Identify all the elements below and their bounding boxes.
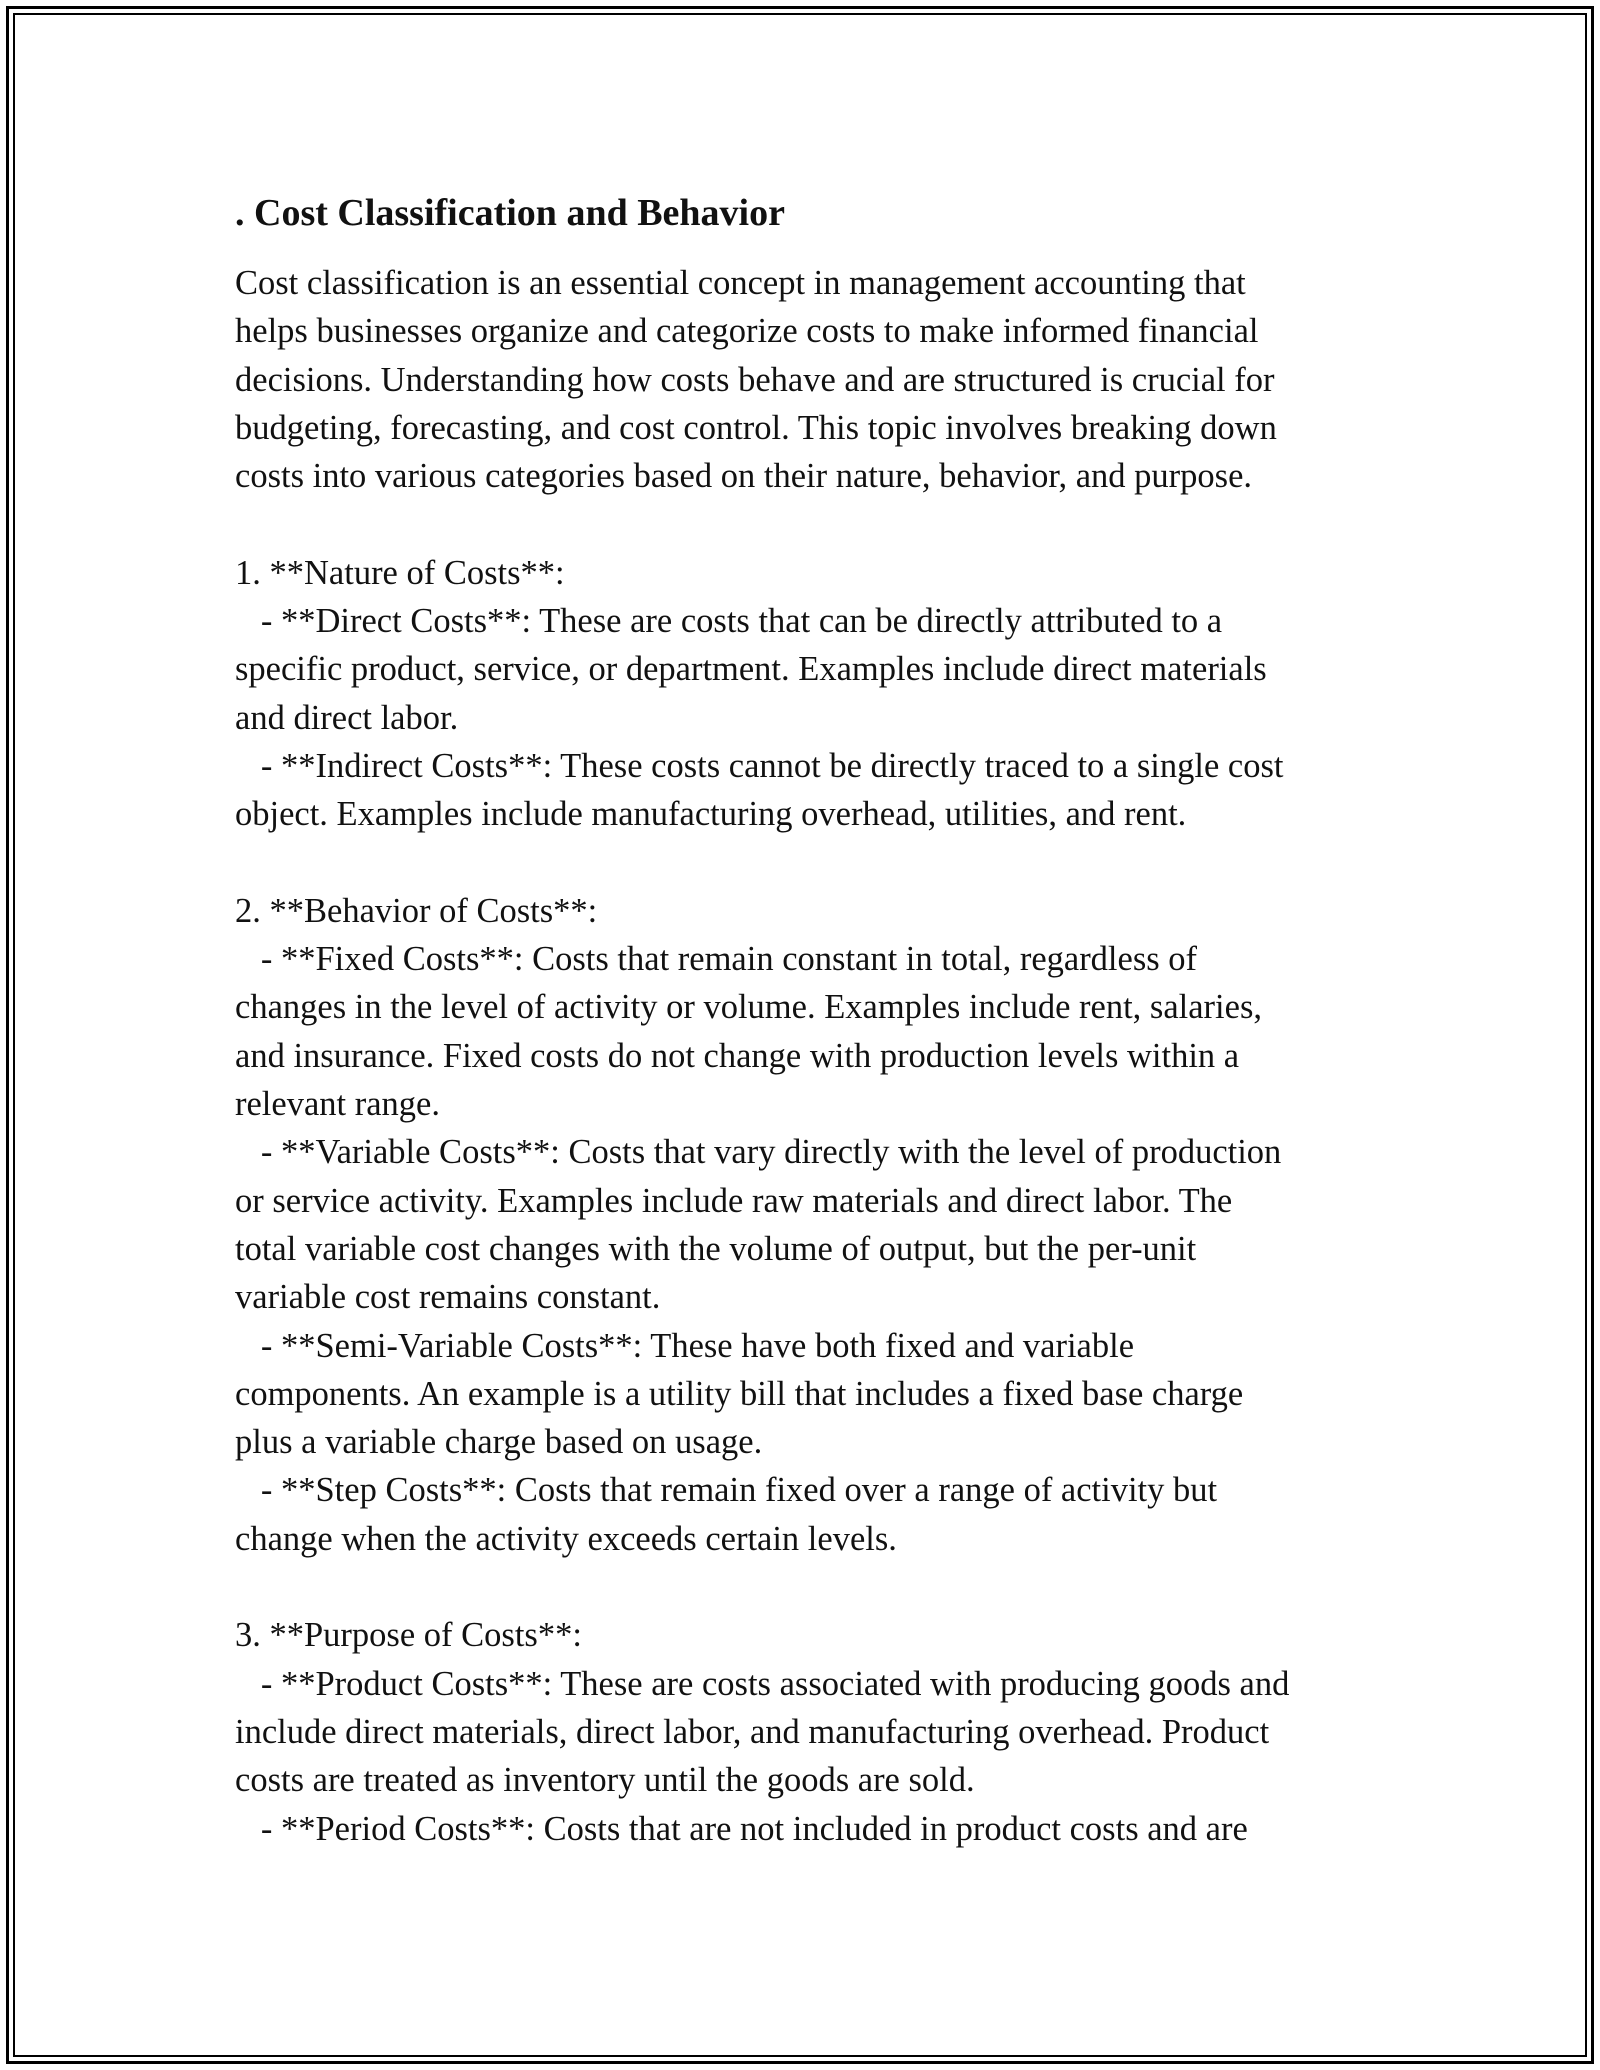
text-line: specific product, service, or department. Examples include direct materials bbox=[235, 650, 1267, 689]
text-line: total variable cost changes with the volume of output, but the per-unit bbox=[235, 1229, 1197, 1268]
text-line: Cost classification is an essential concept in management accounting that bbox=[235, 264, 1246, 302]
text-line: - **Product Costs**: These are costs associated with producing goods and bbox=[235, 1664, 1290, 1703]
text-line: budgeting, forecasting, and cost control. This topic involves breaking down bbox=[235, 408, 1277, 447]
document-title: . Cost Classification and Behavior bbox=[235, 192, 785, 234]
text-line: include direct materials, direct labor, and manufacturing overhead. Product bbox=[235, 1712, 1270, 1751]
section-purpose-of-costs bbox=[235, 1611, 1370, 1852]
text-line: relevant range. bbox=[235, 1085, 440, 1124]
text-line: - **Variable Costs**: Costs that vary directly with the level of production bbox=[235, 1133, 1282, 1172]
blank-line bbox=[235, 500, 1370, 548]
text-line: helps businesses organize and categorize costs to make informed financial bbox=[235, 312, 1259, 351]
blank-line bbox=[235, 1563, 1370, 1611]
text-line: plus a variable charge based on usage. bbox=[235, 1423, 763, 1462]
text-line: variable cost remains constant. bbox=[235, 1278, 661, 1317]
text-line: change when the activity exceeds certain levels. bbox=[235, 1519, 897, 1558]
text-line: decisions. Understanding how costs behave and are structured is crucial for bbox=[235, 360, 1275, 399]
text-line: and insurance. Fixed costs do not change with production levels within a bbox=[235, 1036, 1240, 1075]
section-behavior-of-costs bbox=[235, 887, 1370, 1563]
text-line: object. Examples include manufacturing overhead, utilities, and rent. bbox=[235, 795, 1187, 834]
text-line: and direct labor. bbox=[235, 698, 459, 737]
text-line: or service activity. Examples include raw materials and direct labor. The bbox=[235, 1181, 1233, 1220]
text-line: costs are treated as inventory until the goods are sold. bbox=[235, 1761, 975, 1800]
blank-line bbox=[235, 839, 1370, 887]
section-nature-of-costs bbox=[235, 549, 1370, 839]
section-heading: 2. **Behavior of Costs**: bbox=[235, 891, 598, 930]
text-line: - **Direct Costs**: These are costs that can be directly attributed to a bbox=[235, 602, 1223, 641]
section-heading: 1. **Nature of Costs**: bbox=[235, 553, 565, 592]
text-line: - **Fixed Costs**: Costs that remain constant in total, regardless of bbox=[235, 940, 1198, 979]
text-line: - **Period Costs**: Costs that are not included in product costs and are bbox=[235, 1809, 1248, 1848]
intro-paragraph bbox=[235, 259, 1370, 500]
text-line: - **Indirect Costs**: These costs cannot be directly traced to a single cost bbox=[235, 746, 1284, 785]
section-heading: 3. **Purpose of Costs**: bbox=[235, 1616, 582, 1655]
text-line: changes in the level of activity or volume. Examples include rent, salaries, bbox=[235, 988, 1262, 1027]
text-line: - **Semi-Variable Costs**: These have both fixed and variable bbox=[235, 1326, 1135, 1365]
text-line: costs into various categories based on their nature, behavior, and purpose. bbox=[235, 457, 1253, 496]
text-line: components. An example is a utility bill that includes a fixed base charge bbox=[235, 1374, 1244, 1413]
document-body bbox=[235, 185, 1370, 1853]
text-line: - **Step Costs**: Costs that remain fixed over a range of activity but bbox=[235, 1471, 1218, 1510]
